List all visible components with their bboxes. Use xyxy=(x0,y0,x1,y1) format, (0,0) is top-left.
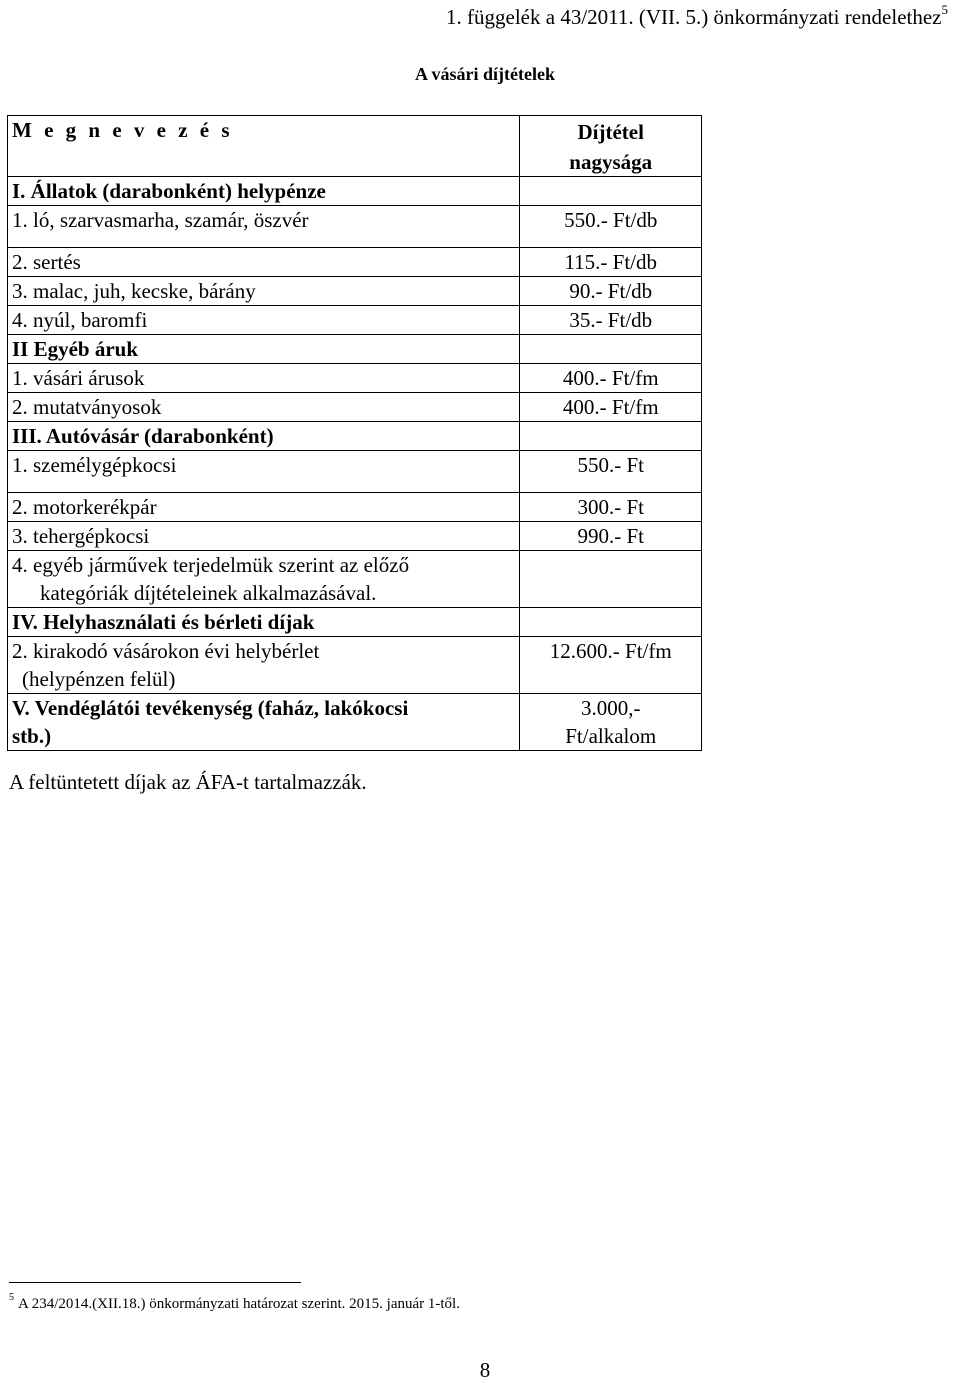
table-row xyxy=(8,393,702,422)
item-name-line2: stb.) xyxy=(12,724,52,748)
fee-cell: 300.- Ft xyxy=(520,493,702,522)
fee-cell xyxy=(520,177,702,206)
table-row xyxy=(8,608,702,637)
column-header-name: M e g n e v e z é s xyxy=(8,116,520,177)
table-row xyxy=(8,335,702,364)
section-title-car-market: III. Autóvásár (darabonként) xyxy=(8,422,520,451)
fee-line2: Ft/alkalom xyxy=(565,724,657,748)
item-name-line2: kategóriák díjtételeinek alkalmazásával. xyxy=(40,581,377,605)
document-subtitle: A vásári díjtételek xyxy=(415,64,555,84)
column-header-fee-line2: nagysága xyxy=(569,150,653,174)
page-number: 8 xyxy=(479,1358,491,1382)
fee-cell: 400.- Ft/fm xyxy=(520,393,702,422)
table-row xyxy=(8,277,702,306)
table-row xyxy=(8,248,702,277)
vat-note: A feltüntetett díjak az ÁFA-t tartalmazzák. xyxy=(9,770,367,794)
fee-cell: 12.600.- Ft/fm xyxy=(520,637,702,694)
section-title-usage-fees: IV. Helyhasználati és bérleti díjak xyxy=(8,608,520,637)
footnote-text: A 234/2014.(XII.18.) önkormányzati határozat szerint. 2015. január 1-től. xyxy=(18,1296,460,1312)
header-text: 1. függelék a 43/2011. (VII. 5.) önkormányzati rendelethez xyxy=(446,5,942,29)
item-name: 4. nyúl, baromfi xyxy=(8,306,520,335)
fee-cell xyxy=(520,551,702,608)
table-row xyxy=(8,364,702,393)
table-row xyxy=(8,177,702,206)
item-name-line1: V. Vendéglátói tevékenység (faház, lakókocsi xyxy=(12,696,409,720)
item-name: 2. sertés xyxy=(8,248,520,277)
item-name: 1. ló, szarvasmarha, szamár, öszvér xyxy=(8,206,520,248)
fee-cell xyxy=(520,694,702,751)
table-row xyxy=(8,522,702,551)
fee-cell: 90.- Ft/db xyxy=(520,277,702,306)
column-header-fee-line1: Díjtétel xyxy=(577,120,644,144)
item-name xyxy=(8,551,520,608)
section-title-catering xyxy=(8,694,520,751)
item-name: 1. vásári árusok xyxy=(8,364,520,393)
table-row xyxy=(8,551,702,608)
footnote-separator xyxy=(9,1282,301,1283)
fee-cell xyxy=(520,422,702,451)
fee-cell: 550.- Ft xyxy=(520,451,702,493)
column-header-fee xyxy=(520,116,702,177)
table-header-row xyxy=(8,116,702,177)
item-name: 2. motorkerékpár xyxy=(8,493,520,522)
table-row xyxy=(8,451,702,493)
fee-cell xyxy=(520,335,702,364)
item-name-line1: 2. kirakodó vásárokon évi helybérlet xyxy=(12,639,320,663)
fee-line1: 3.000,- xyxy=(580,696,641,720)
item-name: 1. személygépkocsi xyxy=(8,451,520,493)
section-title-other-goods: II Egyéb áruk xyxy=(8,335,520,364)
fee-cell: 35.- Ft/db xyxy=(520,306,702,335)
table-row xyxy=(8,422,702,451)
table-row xyxy=(8,306,702,335)
section-title-animals: I. Állatok (darabonként) helypénze xyxy=(8,177,520,206)
fee-cell: 400.- Ft/fm xyxy=(520,364,702,393)
table-row xyxy=(8,637,702,694)
fee-cell: 990.- Ft xyxy=(520,522,702,551)
fee-cell: 115.- Ft/db xyxy=(520,248,702,277)
page-header xyxy=(446,4,948,30)
item-name-line2: (helypénzen felül) xyxy=(22,667,176,691)
item-name: 2. mutatványosok xyxy=(8,393,520,422)
footnote xyxy=(9,1294,460,1313)
item-name-line1: 4. egyéb járművek terjedelmük szerint az előző xyxy=(12,553,410,577)
footnote-number: 5 xyxy=(9,1292,14,1303)
table-row xyxy=(8,493,702,522)
item-name: 3. tehergépkocsi xyxy=(8,522,520,551)
fee-cell: 550.- Ft/db xyxy=(520,206,702,248)
item-name xyxy=(8,637,520,694)
item-name: 3. malac, juh, kecske, bárány xyxy=(8,277,520,306)
header-footnote-ref: 5 xyxy=(941,2,948,17)
table-row xyxy=(8,694,702,751)
fee-cell xyxy=(520,608,702,637)
table-row xyxy=(8,206,702,248)
fee-table xyxy=(7,115,702,751)
